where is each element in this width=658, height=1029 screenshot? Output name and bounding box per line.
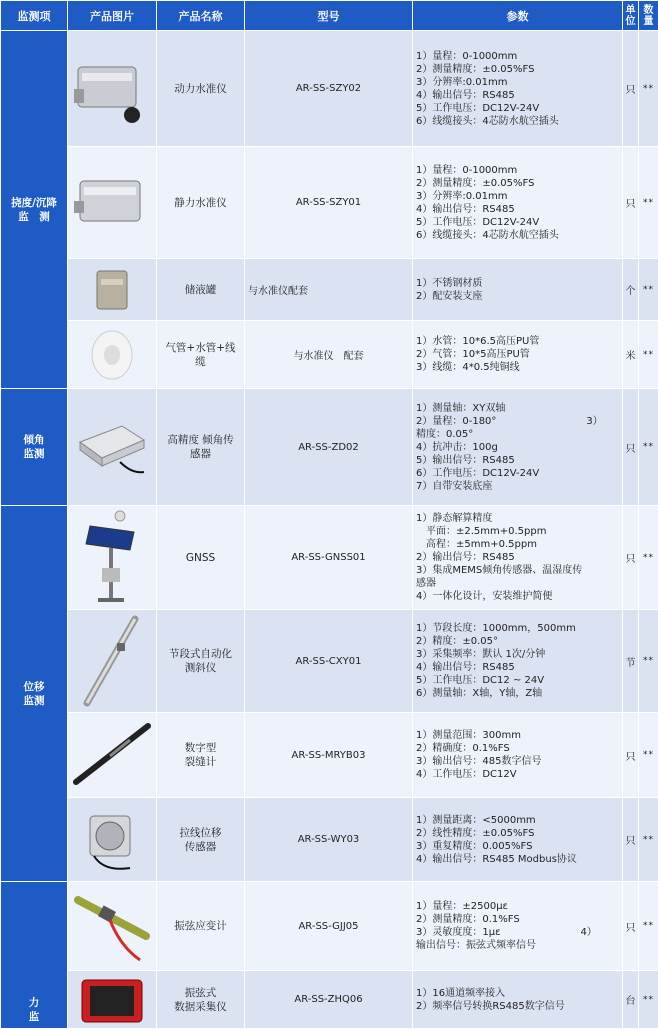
product-params (413, 321, 623, 389)
param-line: 1）测量轴：XY双轴 (416, 402, 619, 415)
data-logger-icon (72, 972, 152, 1028)
param-line: 1）节段长度：1000mm，500mm (416, 622, 619, 635)
product-unit: 个 (623, 259, 639, 321)
product-name: 节段式自动化 测斜仪 (157, 610, 245, 713)
table-row (1, 506, 658, 610)
category-deflection: 挠度/沉降 监 测 (1, 31, 68, 389)
product-params (413, 882, 623, 971)
param-line: 4）输出信号：RS485 (416, 89, 619, 102)
param-line: 4）输出信号：RS485 (416, 203, 619, 216)
product-model: AR-SS-ZHQ06 (245, 971, 413, 1029)
product-qty: ** (639, 389, 658, 506)
product-unit: 只 (623, 147, 639, 259)
param-line: 6）工作电压：DC12V-24V (416, 467, 619, 480)
product-image (68, 971, 157, 1029)
param-line: 7）自带安装底座 (416, 480, 619, 493)
param-line: 高程：±5mm+0.5ppm (416, 538, 619, 551)
table-row (1, 389, 658, 506)
param-line: 平面：±2.5mm+0.5ppm (416, 525, 619, 538)
param-line: 2）精度：±0.05° (416, 635, 619, 648)
product-name: 高精度 倾角传 感器 (157, 389, 245, 506)
param-line: 1）量程：±2500με (416, 900, 619, 913)
param-line: 5）工作电压：DC12V-24V (416, 102, 619, 115)
product-params (413, 713, 623, 798)
param-line: 2）线性精度：±0.05%FS (416, 827, 619, 840)
param-line: 3）集成MEMS倾角传感器、温湿度传 (416, 564, 619, 577)
param-line: 5）工作电压：DC12V-24V (416, 216, 619, 229)
product-image (68, 882, 157, 971)
param-line: 2）输出信号：RS485 (416, 551, 619, 564)
header-qty: 数量 (639, 1, 658, 31)
product-name: GNSS (157, 506, 245, 610)
product-unit: 米 (623, 321, 639, 389)
param-line: 2）配安装支座 (416, 290, 619, 303)
tank-icon (87, 265, 137, 315)
product-name: 气管+水管+线 缆 (157, 321, 245, 389)
param-line: 1）量程：0-1000mm (416, 164, 619, 177)
gnss-station-icon (82, 510, 142, 606)
param-line: 2）测量精度：0.1%FS (416, 913, 619, 926)
param-line: 4）一体化设计，安装维护简便 (416, 590, 619, 603)
param-line: 3）线缆：4*0.5纯铜线 (416, 361, 619, 374)
param-line: 2）精确度：0.1%FS (416, 742, 619, 755)
param-line: 感器 (416, 577, 619, 590)
product-unit: 节 (623, 610, 639, 713)
draw-wire-sensor-icon (74, 802, 150, 878)
product-unit: 只 (623, 713, 639, 798)
product-qty: ** (639, 147, 658, 259)
table-row (1, 31, 658, 147)
header-model: 型号 (245, 1, 413, 31)
product-qty: ** (639, 259, 658, 321)
product-name: 振弦应变计 (157, 882, 245, 971)
product-image (68, 31, 157, 147)
param-line: 6）线缆接头：4芯防水航空插头 (416, 229, 619, 242)
header-name: 产品名称 (157, 1, 245, 31)
header-category: 监测项 (1, 1, 68, 31)
category-tilt: 倾角 监测 (1, 389, 68, 506)
param-line: 6）测量轴：X轴，Y轴，Z轴 (416, 687, 619, 700)
product-unit: 只 (623, 389, 639, 506)
table-row (1, 971, 658, 1029)
header-image: 产品图片 (68, 1, 157, 31)
product-name: 储液罐 (157, 259, 245, 321)
category-displacement: 位移 监测 (1, 506, 68, 882)
product-params (413, 147, 623, 259)
product-image (68, 798, 157, 882)
param-line: 3）采集频率：默认 1次/分钟 (416, 648, 619, 661)
product-params (413, 610, 623, 713)
param-line: 输出信号：振弦式频率信号 (416, 939, 619, 952)
param-line: 1）量程：0-1000mm (416, 50, 619, 63)
param-line: 4）抗冲击：100g (416, 441, 619, 454)
product-model: AR-SS-SZY02 (245, 31, 413, 147)
param-line: 2）测量精度：±0.05%FS (416, 177, 619, 190)
product-image (68, 610, 157, 713)
param-line: 2）频率信号转换RS485数字信号 (416, 1000, 619, 1013)
param-line: 5）工作电压：DC12 ~ 24V (416, 674, 619, 687)
header-params: 参数 (413, 1, 623, 31)
table-row (1, 798, 658, 882)
param-line: 3）分辨率:0.01mm (416, 76, 619, 89)
product-model: 与水准仪 配套 (245, 321, 413, 389)
product-image (68, 147, 157, 259)
product-params (413, 971, 623, 1029)
param-line: 精度：0.05° (416, 428, 619, 441)
table-row (1, 713, 658, 798)
product-name: 动力水准仪 (157, 31, 245, 147)
product-params (413, 259, 623, 321)
tilt-sensor-icon (72, 412, 152, 482)
param-line: 4）输出信号：RS485 (416, 661, 619, 674)
pipe-coil-icon (87, 327, 137, 383)
product-model: AR-SS-GJJ05 (245, 882, 413, 971)
product-qty: ** (639, 506, 658, 610)
param-line: 1）水管：10*6.5高压PU管 (416, 335, 619, 348)
product-model: AR-SS-WY03 (245, 798, 413, 882)
product-qty: ** (639, 31, 658, 147)
product-unit: 只 (623, 31, 639, 147)
inclinometer-icon (77, 613, 147, 709)
param-line: 5）输出信号：RS485 (416, 454, 619, 467)
product-params (413, 798, 623, 882)
param-line: 1）测量距离：<5000mm (416, 814, 619, 827)
table-row (1, 321, 658, 389)
product-image (68, 713, 157, 798)
param-line: 1）测量范围：300mm (416, 729, 619, 742)
product-image (68, 506, 157, 610)
product-model: 与水准仪配套 (245, 259, 413, 321)
product-qty: ** (639, 713, 658, 798)
product-unit: 只 (623, 506, 639, 610)
product-unit: 台 (623, 971, 639, 1029)
level-gauge-icon (72, 165, 152, 241)
product-qty: ** (639, 610, 658, 713)
product-unit: 只 (623, 882, 639, 971)
category-force: 力 监 (1, 882, 68, 1029)
product-qty: ** (639, 971, 658, 1029)
product-model: AR-SS-MRYB03 (245, 713, 413, 798)
param-line: 1）16通道频率接入 (416, 987, 619, 1000)
header-unit: 单位 (623, 1, 639, 31)
param-line: 3）重复精度：0.005%FS (416, 840, 619, 853)
param-line: 2）测量精度：±0.05%FS (416, 63, 619, 76)
product-model: AR-SS-GNSS01 (245, 506, 413, 610)
product-name: 振弦式 数据采集仪 (157, 971, 245, 1029)
param-line: 3）灵敏度度：1με 4） (416, 926, 619, 939)
param-line: 3）输出信号：485数字信号 (416, 755, 619, 768)
param-line: 4）输出信号：RS485 Modbus协议 (416, 853, 619, 866)
product-qty: ** (639, 798, 658, 882)
product-model: AR-SS-CXY01 (245, 610, 413, 713)
crack-meter-icon (70, 720, 154, 790)
param-line: 1）静态解算精度 (416, 512, 619, 525)
param-line: 3）分辨率:0.01mm (416, 190, 619, 203)
param-line: 6）线缆接头：4芯防水航空插头 (416, 115, 619, 128)
table-row (1, 610, 658, 713)
product-name: 静力水准仪 (157, 147, 245, 259)
product-unit: 只 (623, 798, 639, 882)
product-name: 数字型 裂缝计 (157, 713, 245, 798)
product-model: AR-SS-SZY01 (245, 147, 413, 259)
table-row (1, 147, 658, 259)
table-row (1, 882, 658, 971)
product-image (68, 321, 157, 389)
param-line: 1）不锈钢材质 (416, 277, 619, 290)
product-qty: ** (639, 882, 658, 971)
product-params (413, 31, 623, 147)
product-image (68, 389, 157, 506)
product-qty: ** (639, 321, 658, 389)
table-row (1, 259, 658, 321)
header-row (1, 1, 658, 31)
product-model: AR-SS-ZD02 (245, 389, 413, 506)
strain-gauge-icon (70, 886, 154, 966)
level-gauge-icon (72, 49, 152, 129)
param-line: 2）气管：10*5高压PU管 (416, 348, 619, 361)
product-params (413, 389, 623, 506)
product-name: 拉线位移 传感器 (157, 798, 245, 882)
param-line: 4）工作电压：DC12V (416, 768, 619, 781)
product-params (413, 506, 623, 610)
product-image (68, 259, 157, 321)
param-line: 2）量程：0-180° 3） (416, 415, 619, 428)
